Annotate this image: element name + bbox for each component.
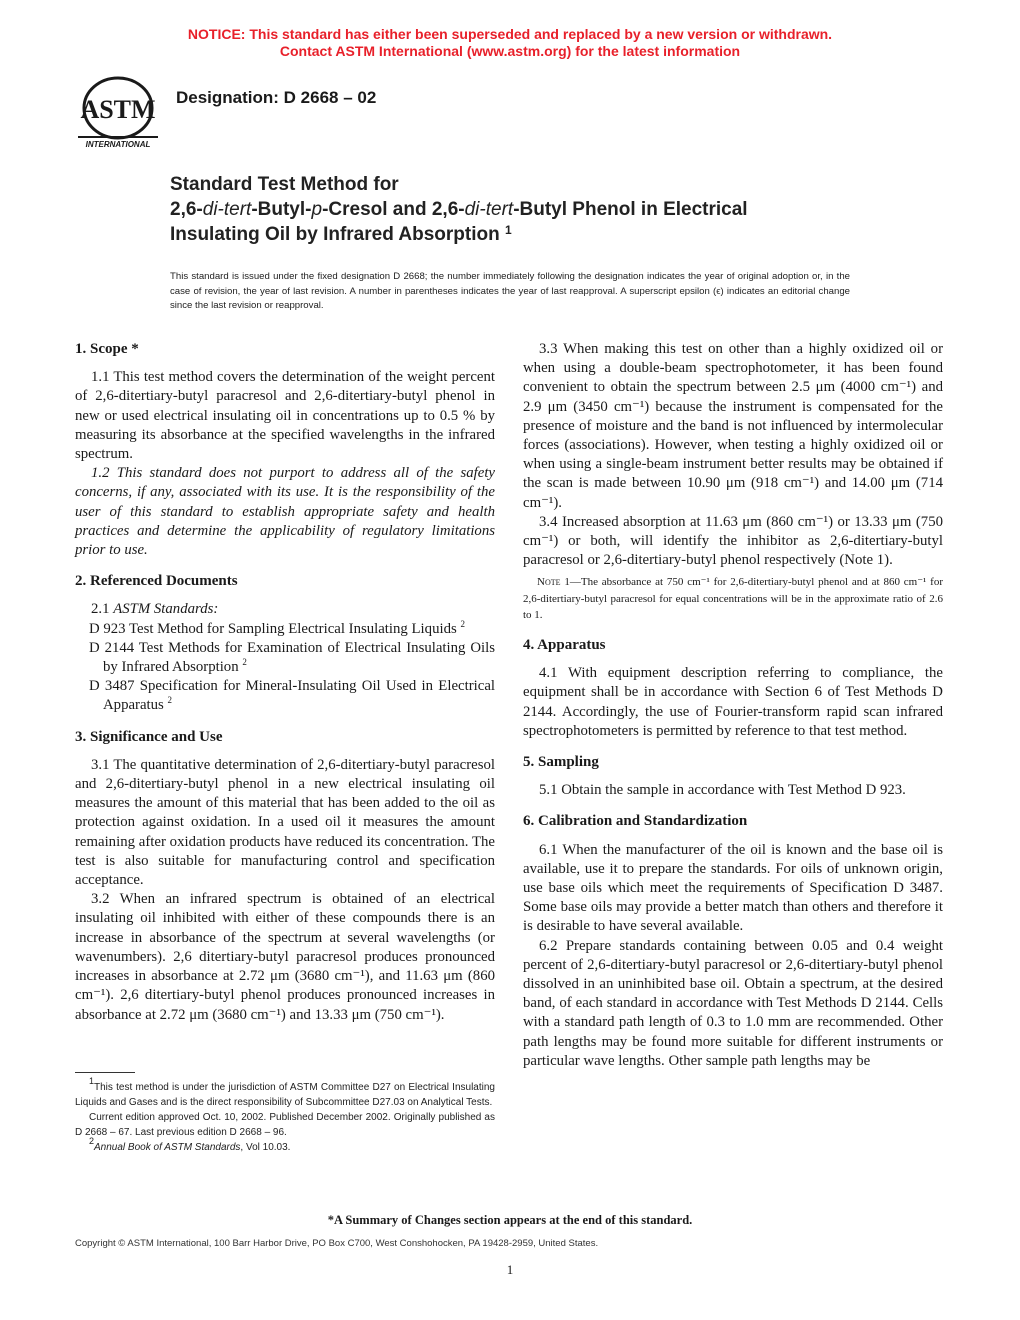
footnote-1: $^1$This test method is under the jurisdiction of ASTM Committee D27 on Electrical Insulating Liquids and Gases and is the direct responsibility of Subcommittee D27.03 on Analytical Tests. xyxy=(75,1076,495,1108)
reference-d3487: D 3487 Specification for Mineral-Insulating Oil Used in Electrical Apparatus $^2$ xyxy=(89,678,495,714)
section-heading-significance: 3. Significance and Use xyxy=(75,728,223,745)
summary-of-changes-note: *A Summary of Changes section appears at the end of this standard. xyxy=(327,1213,693,1227)
paragraph-2-1: 2.1 ASTM Standards: xyxy=(91,601,219,618)
paragraph-1-1: 1.1 This test method covers the determination of the weight percent of 2,6-ditertiary-butyl paracresol and 2,6-ditertiary-butyl phenol in new or used electrical insulating oil in concentrations up to 0.5 % by measuring its absorbance at the specified wavelengths in the infrared spectrum. xyxy=(75,369,495,463)
reference-d923: D 923 Test Method for Sampling Electrical Insulating Liquids $^2$ xyxy=(89,618,465,637)
footnotes xyxy=(75,1076,495,1155)
title-footnote-mark: 1 xyxy=(504,223,512,237)
section-heading-referenced-documents: 2. Referenced Documents xyxy=(75,573,238,590)
paragraph-6-1: 6.1 When the manufacturer of the oil is known and the base oil is available, use it to prepare the standards. For oils of unknown origin, use base oils which meet the requirements of Specification D 3487. Some base oils may provide a better match than others and therefore it is desirable to have several available. xyxy=(523,841,943,935)
section-heading-calibration: 6. Calibration and Standardization xyxy=(523,813,748,830)
footnote-2: $^2$Annual Book of ASTM Standards, Vol 10.03. xyxy=(89,1136,291,1153)
designation: Designation: D 2668 – 02 xyxy=(176,88,377,107)
section-heading-apparatus: 4. Apparatus xyxy=(523,636,606,653)
title-line-1: Standard Test Method for xyxy=(170,174,399,195)
paragraph-1-2: 1.2 This standard does not purport to address all of the safety concerns, if any, associated with its use. It is the responsibility of the user of this standard to establish appropriate safety and health practices and determine the applicability of regulatory limitations prior to use. xyxy=(75,465,495,559)
left-column xyxy=(75,340,495,1025)
reference-d2144: D 2144 Test Methods for Examination of Electrical Insulating Oils by Infrared Absorption $^2$ xyxy=(89,639,495,676)
footnote-divider xyxy=(75,1072,135,1073)
paragraph-3-3: 3.3 When making this test on other than a highly oxidized oil or when using a double-beam spectrophotometer, it has been found convenient to obtain the spectrum between 2.5 μm (4000 cm⁻¹) and 2.9 μm (3450 cm⁻¹) because the instrument is compensated for the presence of moisture and the band is not influenced by intermolecular forces (associations). However, when testing a highly oxidized oil or when using a single-beam instrument better results may be obtained if the scan is made between 10.90 μm (918 cm⁻¹) and 14.00 μm (714 cm⁻¹). xyxy=(523,341,943,511)
section-heading-sampling: 5. Sampling xyxy=(523,753,599,770)
notice-line-1: NOTICE: This standard has either been superseded and replaced by a new version or withdrawn. xyxy=(187,26,833,42)
paragraph-3-2: 3.2 When an infrared spectrum is obtained of an electrical insulating oil inhibited with either of these compounds there is an increase in absorbance of the spectrum at several wavelengths (or wavenumbers). 2,6 ditertiary-butyl paracresol produces pronounced increases in absorbance at 2.72 μm (3680 cm⁻¹), and 11.63 μm (860 cm⁻¹). 2,6 ditertiary-butyl phenol produces pronounced increases in absorbance at 2.72 μm (3680 cm⁻¹) and 13.33 μm (750 cm⁻¹). xyxy=(75,891,495,1023)
paragraph-4-1: 4.1 With equipment description referring to compliance, the equipment shall be in accordance with Section 6 of Test Methods D 2144. Accordingly, the use of Fourier-transform rapid scan infrared spectrophotometers is permitted by reference to that test method. xyxy=(523,665,943,739)
paragraph-6-2: 6.2 Prepare standards containing between 0.05 and 0.4 weight percent of 2,6-ditertiary-butyl paracresol or 2,6-ditertiary-butyl phenol dissolved in an uninhibited base oil. Obtain a spectrum, at the desired band, of each standard in accordance with Test Methods D 2144. Cells with a standard path length of 0.3 to 1.0 mm are recommended. Other path lengths may be found more suitable for different instruments or particular wave lengths. Other sample path lengths may be xyxy=(523,937,943,1069)
astm-logo xyxy=(70,74,162,152)
issued-statement: This standard is issued under the fixed designation D 2668; the number immediately following the designation indicates the year of original adoption or, in the case of revision, the year of last revision. A number in parentheses indicates the year of last reapproval. A superscript epsilon (ϵ) indicates an editorial change since the last revision or reapproval. xyxy=(170,271,850,311)
astm-logo-subtext: INTERNATIONAL xyxy=(85,140,151,149)
title-line-2: 2,6-di-tert-Butyl-p-Cresol and 2,6-di-tert-Butyl Phenol in Electrical xyxy=(170,199,748,220)
title-line-3: Insulating Oil by Infrared Absorption $^1$ xyxy=(170,223,512,245)
notice-line-2: Contact ASTM International (www.astm.org) for the latest information xyxy=(279,43,741,59)
paragraph-5-1: 5.1 Obtain the sample in accordance with Test Method D 923. xyxy=(539,782,906,799)
section-heading-scope: 1. Scope * xyxy=(75,341,139,357)
right-column xyxy=(523,340,943,1071)
note-1: Note 1—The absorbance at 750 cm⁻¹ for 2,6-ditertiary-butyl phenol and at 860 cm⁻¹ for 2,6-ditertiary-butyl paracresol for equal concentrations will be in the approximate ratio of 2.6 to 1. xyxy=(523,576,943,622)
astm-logo-text: ASTM xyxy=(80,95,156,124)
notice-banner xyxy=(0,26,1020,60)
footnote-1-edition: Current edition approved Oct. 10, 2002. Published December 2002. Originally published as D 2668 – 67. Last previous edition D 2668 – 96. xyxy=(75,1112,495,1138)
page-number: 1 xyxy=(506,1262,514,1277)
paragraph-3-1: 3.1 The quantitative determination of 2,6-ditertiary-butyl paracresol and 2,6-ditertiary-butyl phenol in a new electrical insulating oil measures the amount of this material that has been added to the oil as protection against oxidation. In a used oil it measures the amount remaining after oxidation products have reduced its concentration. The test is also suitable for manufacturing control and specification acceptance. xyxy=(75,756,495,889)
paragraph-3-4: 3.4 Increased absorption at 11.63 μm (860 cm⁻¹) or 13.33 μm (750 cm⁻¹) or both, will identify the inhibitor as 2,6-ditertiary-butyl paracresol or 2,6-ditertiary-butyl phenol respectively (Note 1). xyxy=(523,513,943,569)
document-title xyxy=(170,172,870,247)
copyright-line: Copyright © ASTM International, 100 Barr Harbor Drive, PO Box C700, West Conshohocken, PA 19428-2959, United States. xyxy=(75,1238,599,1249)
